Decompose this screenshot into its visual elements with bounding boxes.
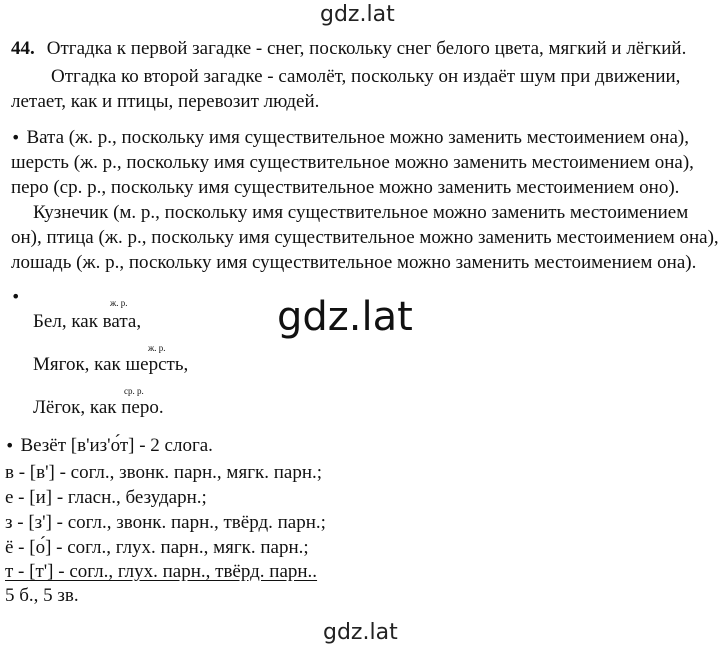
- phonetics-row-2: е - [и] - гласн., безударн.;: [5, 487, 207, 508]
- gender-line-5: он), птица (ж. р., поскольку имя существительное можно заменить местоимением она),: [11, 227, 719, 248]
- phonetics-summary: 5 б., 5 зв.: [5, 585, 79, 606]
- poem-mark-3: ср. р.: [124, 386, 144, 396]
- poem-line-1: Бел, как вата,: [33, 311, 142, 332]
- task-first-answer: [11, 38, 686, 60]
- gender-line-2: шерсть (ж. р., поскольку имя существительное можно заменить местоимением она),: [11, 152, 694, 173]
- phonetics-title: Везёт [в'из'о́т] - 2 слога.: [20, 435, 213, 456]
- poem-line-3: Лёгок, как перо.: [33, 397, 164, 418]
- phonetics-row-3: з - [з'] - согл., звонк. парн., твёрд. парн.;: [5, 512, 326, 533]
- gender-line-3: перо (ср. р., поскольку имя существительное можно заменить местоимением оно).: [11, 177, 680, 198]
- bullet-icon: •: [11, 287, 21, 306]
- gender-line-4: Кузнечик (м. р., поскольку имя существительное можно заменить местоимением: [33, 202, 689, 223]
- phonetics-row-5: т - [т'] - согл., глух. парн., твёрд. парн..: [5, 561, 318, 582]
- poem-bullet: [11, 286, 26, 308]
- bullet-icon: •: [5, 436, 15, 455]
- gender-line-6: лошадь (ж. р., поскольку имя существительное можно заменить местоимением она).: [11, 252, 697, 273]
- watermark-bottom: gdz.lat: [323, 620, 398, 645]
- answer-first-riddle: Отгадка к первой загадке - снег, поскольку снег белого цвета, мягкий и лёгкий.: [46, 38, 687, 59]
- poem-mark-2: ж. р.: [148, 343, 166, 353]
- phonetics-title-line: [5, 435, 213, 457]
- phonetics-row-1: в - [в'] - согл., звонк. парн., мягк. парн.;: [5, 462, 323, 483]
- watermark-middle: gdz.lat: [277, 294, 413, 340]
- task-number: 44.: [11, 38, 35, 59]
- phonetics-row-4: ё - [о́] - согл., глух. парн., мягк. парн.;: [5, 537, 309, 558]
- poem-mark-1: ж. р.: [110, 298, 128, 308]
- gender-line-1: [11, 127, 689, 149]
- gender-vata: Вата (ж. р., поскольку имя существительное можно заменить местоимением она),: [26, 127, 689, 148]
- poem-line-2: Мягок, как шерсть,: [33, 354, 189, 375]
- answer-second-riddle-line1: Отгадка ко второй загадке - самолёт, поскольку он издаёт шум при движении,: [51, 66, 681, 87]
- watermark-top: gdz.lat: [320, 2, 395, 27]
- bullet-icon: •: [11, 128, 21, 147]
- answer-second-riddle-line2: летает, как и птицы, перевозит людей.: [11, 91, 320, 112]
